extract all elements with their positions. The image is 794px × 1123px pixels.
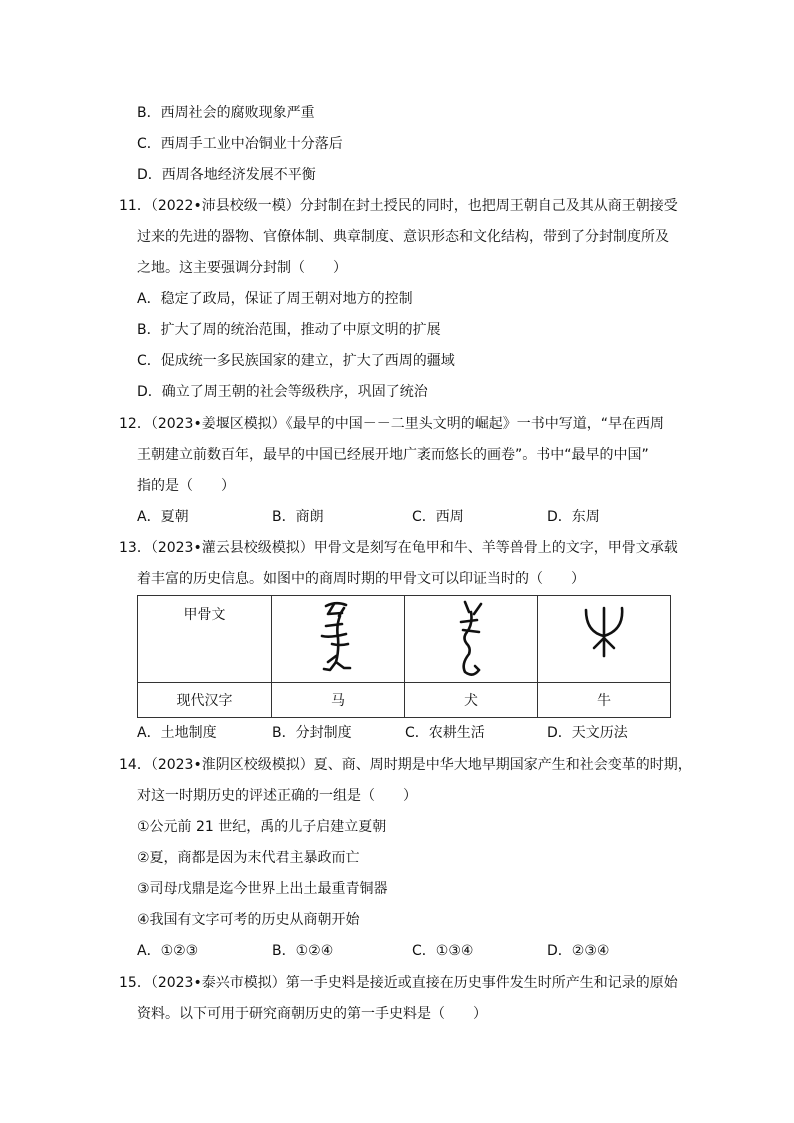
q11-stem-line-3: 之地。这主要强调分封制（ ） (137, 260, 347, 276)
q11-option-d: D．确立了周王朝的社会等级秩序，巩固了统治 (137, 384, 428, 400)
oracle-row-label: 甲骨文 (183, 607, 226, 623)
q15-question (119, 973, 678, 993)
q13-number: 13． (119, 540, 151, 556)
q14-number: 14． (119, 757, 151, 773)
q13-option-b: B．分封制度 (272, 725, 352, 741)
q14-option-d: D．②③④ (547, 943, 610, 959)
oracle-horse-cell (272, 596, 405, 683)
q11-option-c: C．促成统一多民族国家的建立，扩大了西周的疆域 (137, 353, 455, 369)
q12-option-d: D．东周 (547, 509, 600, 525)
q13-stem-line-1: （2023•灌云县校级模拟）甲骨文是刻写在龟甲和牛、羊等兽骨上的文字，甲骨文承载 (150, 540, 678, 556)
q12-option-c: C．西周 (412, 509, 464, 525)
q14-question (119, 755, 692, 775)
q13-option-a: A．土地制度 (137, 725, 217, 741)
q14-option-c: C．①③④ (412, 943, 474, 959)
q11-question (119, 196, 678, 216)
q10-option-c: C．西周手工业中冶铜业十分落后 (137, 136, 343, 152)
q14-stem-line-2: 对这一时期历史的评述正确的一组是（ ） (137, 788, 417, 804)
q12-options (137, 507, 677, 527)
oracle-row-label-cell (138, 596, 272, 683)
q10-option-d: D．西周各地经济发展不平衡 (137, 167, 316, 183)
modern-row (138, 683, 671, 718)
q14-option-a: A．①②③ (137, 943, 199, 959)
modern-row-label: 现代汉字 (138, 683, 272, 718)
oracle-bone-table (137, 595, 671, 718)
q13-option-c: C．农耕生活 (405, 725, 485, 741)
q14-option-b: B．①②④ (272, 943, 334, 959)
oracle-dog-cell (405, 596, 538, 683)
q14-statement-4: ④我国有文字可考的历史从商朝开始 (137, 912, 360, 928)
oracle-horse-glyph (308, 596, 368, 680)
q12-stem-line-2: 王朝建立前数百年，最早的中国已经展开地广袤而悠长的画卷”。书中“最早的中国” (137, 447, 649, 463)
modern-char-horse: 马 (272, 683, 405, 718)
modern-char-dog: 犬 (405, 683, 538, 718)
q13-question (119, 538, 678, 558)
q10-option-b: B．西周社会的腐败现象严重 (137, 105, 315, 121)
q11-stem-line-2: 过来的先进的器物、官僚体制、典章制度、意识形态和文化结构，带到了分封制度所及 (137, 229, 669, 245)
q13-options (137, 723, 677, 743)
q13-stem-line-2: 着丰富的历史信息。如图中的商周时期的甲骨文可以印证当时的（ ） (137, 571, 585, 587)
q14-options (137, 941, 677, 961)
q14-statement-1: ①公元前 21 世纪，禹的儿子启建立夏朝 (137, 819, 387, 835)
q11-option-b: B．扩大了周的统治范围，推动了中原文明的扩展 (137, 322, 441, 338)
q12-option-a: A．夏朝 (137, 509, 189, 525)
q12-option-b: B．商朗 (272, 509, 324, 525)
q14-statement-3: ③司母戊鼎是迄今世界上出土最重青铜器 (137, 881, 388, 897)
oracle-dog-glyph (441, 596, 501, 680)
modern-char-ox: 牛 (538, 683, 671, 718)
q12-stem-line-3: 指的是（ ） (137, 478, 235, 494)
q11-number: 11． (119, 198, 151, 214)
q15-stem-line-2: 资料。以下可用于研究商朝历史的第一手史料是（ ） (137, 1006, 487, 1022)
q12-question (119, 414, 664, 434)
q15-number: 15． (119, 975, 151, 991)
q12-number: 12． (119, 416, 151, 432)
oracle-ox-glyph (574, 596, 634, 680)
q14-stem-line-1: （2023•淮阴区校级模拟）夏、商、周时期是中华大地早期国家产生和社会变革的时期， (150, 757, 692, 773)
q15-stem-line-1: （2023•泰兴市模拟）第一手史料是接近或直接在历史事件发生时所产生和记录的原始 (150, 975, 678, 991)
oracle-row (138, 596, 671, 683)
q12-stem-line-1: （2023•姜堰区模拟）《最早的中国－－二里头文明的崛起》一书中写道，“早在西周 (150, 416, 664, 432)
oracle-ox-cell (538, 596, 671, 683)
q11-option-a: A．稳定了政局，保证了周王朝对地方的控制 (137, 291, 413, 307)
q13-option-d: D．天文历法 (547, 725, 628, 741)
q11-stem-line-1: （2022•沛县校级一模）分封制在封土授民的同时，也把周王朝自己及其从商王朝接受 (150, 198, 678, 214)
q14-statement-2: ②夏，商都是因为末代君主暴政而亡 (137, 850, 360, 866)
